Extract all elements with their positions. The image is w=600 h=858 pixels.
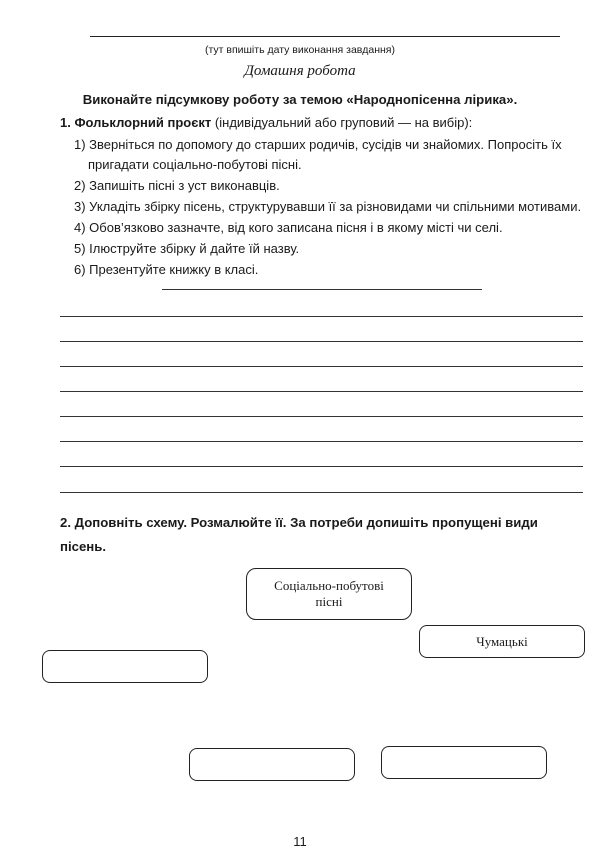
instruction: Виконайте підсумкову роботу за темою «Народнопісенна лірика».	[82, 92, 518, 107]
task2-line: пісень.	[60, 539, 107, 554]
scheme-chumatski-label: Чумацькі	[476, 633, 528, 649]
task1-step: 2) Запишіть пісні з уст виконавців.	[74, 178, 280, 193]
title-line[interactable]	[162, 289, 482, 290]
scheme-empty-box[interactable]	[381, 746, 547, 779]
answer-line[interactable]	[60, 341, 583, 342]
scheme-center-line: пісні	[315, 594, 343, 609]
task1-step: 6) Презентуйте книжку в класі.	[74, 262, 259, 277]
answer-line[interactable]	[60, 366, 583, 367]
answer-line[interactable]	[60, 316, 583, 317]
answer-line[interactable]	[60, 441, 583, 442]
page-number: 11	[293, 834, 307, 849]
scheme-empty-box[interactable]	[189, 748, 355, 781]
scheme-center-line: Соціально-побутові	[274, 578, 384, 593]
date-hint: (тут впишіть дату виконання завдання)	[204, 44, 395, 56]
homework-title: Домашня робота	[244, 63, 356, 79]
task1-step: 3) Укладіть збірку пісень, структурувавши її за різновидами чи спільними мотивами.	[74, 199, 582, 214]
date-line	[90, 36, 560, 37]
task1-step: пригадати соціально-побутові пісні.	[88, 157, 302, 172]
task1-note: (індивідуальний або груповий — на вибір):	[214, 115, 473, 130]
answer-line[interactable]	[60, 466, 583, 467]
task1-step: 1) Зверніться по допомогу до старших родичів, сусідів чи знайомих. Попросіть їх	[74, 137, 562, 152]
scheme-empty-box[interactable]	[42, 650, 208, 683]
task2-line: 2. Доповніть схему. Розмалюйте її. За потреби допишіть пропущені види	[60, 515, 538, 530]
answer-line[interactable]	[60, 492, 583, 493]
task1-label: 1. Фольклорний проєкт	[60, 115, 212, 130]
scheme-box-chumatski	[419, 625, 585, 658]
task1-heading	[60, 115, 472, 130]
task1-step: 5) Ілюструйте збірку й дайте їй назву.	[74, 241, 300, 256]
answer-line[interactable]	[60, 391, 583, 392]
scheme-box-social	[246, 568, 412, 620]
task1-step: 4) Обов’язково зазначте, від кого записана пісня і в якому місті чи селі.	[74, 220, 503, 235]
answer-line[interactable]	[60, 416, 583, 417]
